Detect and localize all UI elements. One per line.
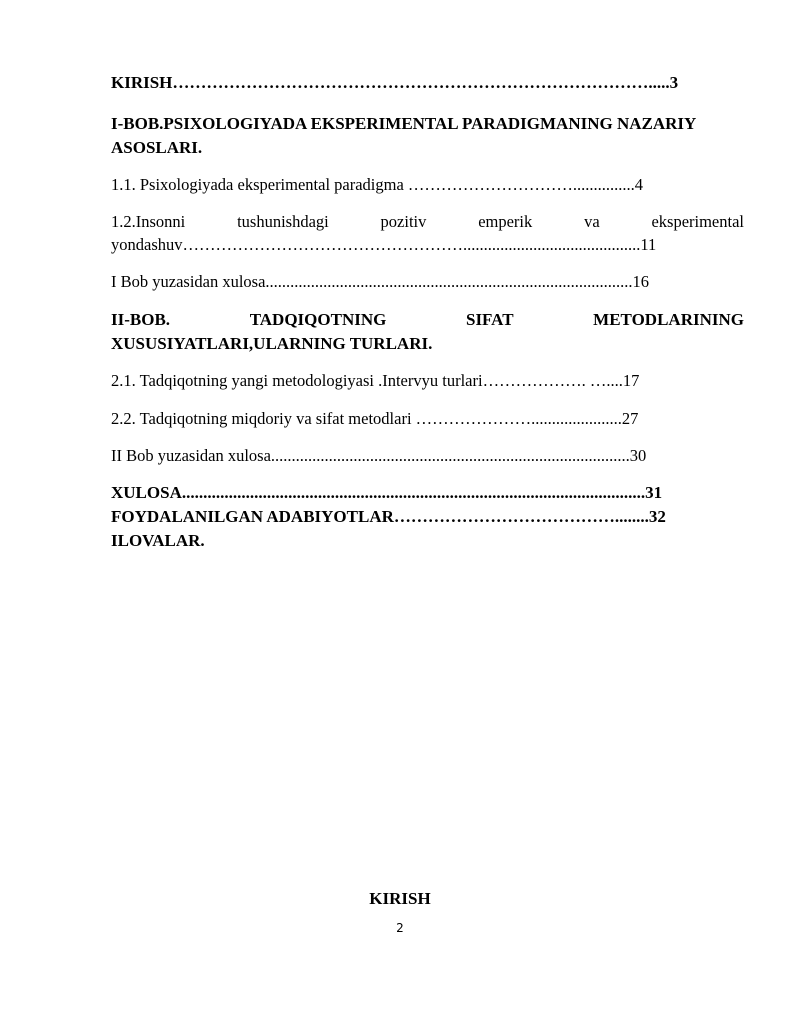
toc-word: 1.2.Insonni [111, 212, 186, 231]
toc-entry-adabiyotlar: FOYDALANILGAN ADABIYOTLAR…………………………………........32 [111, 507, 666, 526]
toc-entry-ilovalar: ILOVALAR. [111, 531, 205, 550]
toc-word: emperik [478, 212, 533, 231]
toc-word: TADQIQOTNING [249, 310, 387, 329]
toc-chapter-1-title-line1: I-BOB.PSIXOLOGIYADA EKSPERIMENTAL PARADIGMANING NAZARIY [111, 114, 697, 133]
toc-entry-2-1: 2.1. Tadqiqotning yangi metodologiyasi .Intervyu turlari………………. …....17 [111, 371, 640, 390]
toc-word: tushunishdagi [237, 212, 329, 231]
toc-entry-chapter-2-summary: II Bob yuzasidan xulosa.......................................................................................30 [111, 446, 647, 465]
toc-word: pozitiv [380, 212, 427, 231]
toc-entry-kirish: KIRISH………………………………………………………………………….....3 [111, 73, 679, 92]
toc-entry-1-2-line1 [111, 212, 744, 232]
toc-entry-chapter-1-summary: I Bob yuzasidan xulosa.........................................................................................16 [111, 272, 650, 291]
toc-entry-1-2-line2: yondashuv……………………………………………...........................................11 [111, 235, 657, 254]
toc-chapter-2-title-line1 [111, 310, 744, 330]
toc-entry-xulosa: XULOSA.............................................................................................................31 [111, 483, 663, 502]
toc-word: eksperimental [651, 212, 744, 231]
toc-word: II-BOB. [111, 310, 171, 329]
toc-entry-2-2: 2.2. Tadqiqotning miqdoriy va sifat metodlari …………………......................27 [111, 409, 639, 428]
toc-chapter-1-title-line2: ASOSLARI. [111, 138, 203, 157]
toc-chapter-2-title-line2: XUSUSIYATLARI,ULARNING TURLARI. [111, 334, 433, 353]
section-title-kirish: KIRISH [369, 889, 431, 908]
toc-word: METODLARINING [593, 310, 744, 329]
toc-entry-1-1: 1.1. Psixologiyada eksperimental paradigma …………………………...............4 [111, 175, 644, 194]
toc-word: va [584, 212, 600, 231]
page-number: 2 [396, 921, 404, 935]
toc-word: SIFAT [465, 310, 514, 329]
